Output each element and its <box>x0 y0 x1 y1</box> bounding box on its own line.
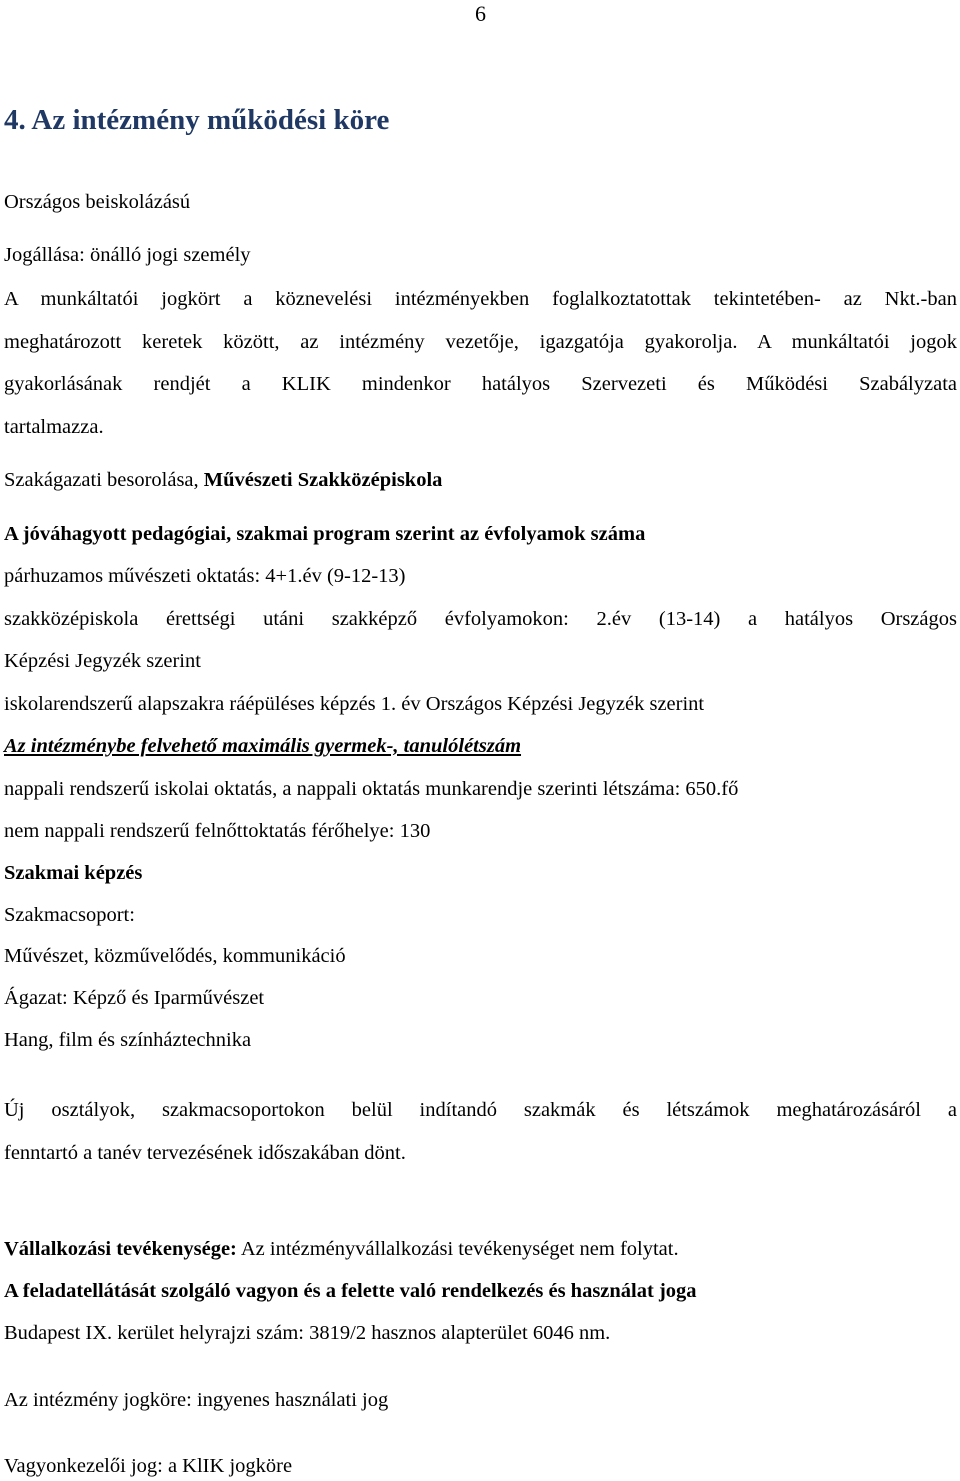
section-heading: 4. Az intézmény működési köre <box>4 104 390 136</box>
line-parhuzamos: párhuzamos művészeti oktatás: 4+1.év (9-12-13) <box>4 565 406 587</box>
paragraph-line: A munkáltatói jogkört a köznevelési intézményekben foglalkoztatottak tekintetében- az Nkt.-ban <box>4 288 957 310</box>
vallalkozasi-value: Az intézményvállalkozási tevékenységet nem folytat. <box>236 1238 679 1260</box>
szakmai-kepzes-heading: Szakmai képzés <box>4 862 143 884</box>
vallalkozasi-label: Vállalkozási tevékenysége: <box>4 1238 237 1260</box>
letszam-heading: Az intézménybe felvehető maximális gyermek-, tanulólétszám <box>4 735 522 757</box>
line-nappali: nappali rendszerű iskolai oktatás, a nappali oktatás munkarendje szerinti létszáma: 650.fő <box>4 778 739 800</box>
line-budapest: Budapest IX. kerület helyrajzi szám: 3819/2 hasznos alapterület 6046 nm. <box>4 1322 611 1344</box>
paragraph-line: meghatározott keretek között, az intézmény vezetője, igazgatója gyakorolja. A munkáltatói jogok <box>4 331 957 353</box>
szakagazati-value: Művészeti Szakközépiskola <box>203 469 443 491</box>
line-vagyonkezeloi: Vagyonkezelői jog: a KlIK jogköre <box>4 1455 293 1477</box>
program-heading: A jóváhagyott pedagógiai, szakmai program szerint az évfolyamok száma <box>4 523 646 545</box>
line-hang: Hang, film és színháztechnika <box>4 1029 252 1051</box>
paragraph-line: gyakorlásának rendjét a KLIK mindenkor hatályos Szervezeti és Működési Szabályzata <box>4 373 957 395</box>
line-szakmacsoport: Szakmacsoport: <box>4 904 135 926</box>
paragraph-line: Új osztályok, szakmacsoportokon belül indítandó szakmák és létszámok meghatározásáról a <box>4 1099 957 1121</box>
line-szakagazati <box>4 468 442 492</box>
line-nem-nappali: nem nappali rendszerű felnőttoktatás férőhelye: 130 <box>4 820 431 842</box>
paragraph-line: Képzési Jegyzék szerint <box>4 650 201 672</box>
line-beiskolazas: Országos beiskolázású <box>4 191 191 213</box>
line-muveszet: Művészet, közművelődés, kommunikáció <box>4 945 346 967</box>
paragraph-line: szakközépiskola érettségi utáni szakképző évfolyamokon: 2.év (13-14) a hatályos Országos <box>4 608 957 630</box>
szakagazati-label: Szakágazati besorolása, <box>4 469 204 491</box>
line-iskolarendszeru: iskolarendszerű alapszakra ráépüléses képzés 1. év Országos Képzési Jegyzék szerint <box>4 693 705 715</box>
vagyon-heading: A feladatellátását szolgáló vagyon és a felette való rendelkezés és használat joga <box>4 1280 697 1302</box>
line-agazat: Ágazat: Képző és Iparművészet <box>4 987 265 1009</box>
line-jogallas: Jogállása: önálló jogi személy <box>4 244 251 266</box>
line-vallalkozasi <box>4 1237 679 1261</box>
line-jogkor: Az intézmény jogköre: ingyenes használati jog <box>4 1389 389 1411</box>
page-number: 6 <box>475 1 486 26</box>
paragraph-line: fenntartó a tanév tervezésének időszakában dönt. <box>4 1142 406 1164</box>
paragraph-line: tartalmazza. <box>4 416 104 438</box>
